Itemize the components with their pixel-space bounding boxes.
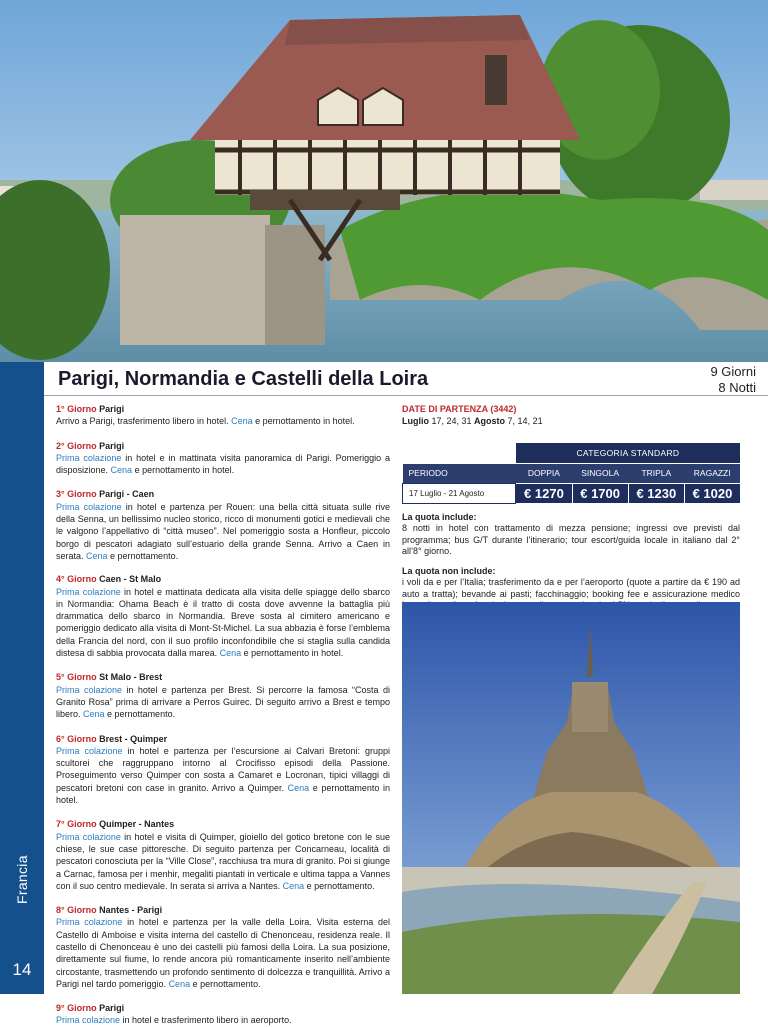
col-header-tripla: TRIPLA	[628, 463, 684, 483]
day-place: Parigi	[99, 404, 125, 414]
day-heading	[56, 488, 390, 500]
day-number: 3° Giorno	[56, 489, 97, 500]
photo-mont-saint-michel	[402, 602, 740, 994]
description-text: in hotel e trasferimento libero in aeroporto.	[120, 1015, 292, 1026]
itinerary-day	[56, 818, 390, 892]
day-number: 6° Giorno	[56, 733, 97, 744]
description-text: e pernottamento in hotel.	[241, 648, 344, 659]
description-text: in hotel e mattinata dedicata alla visita delle spiagge dello sbarco in Normandia: Ohama Beach è il tratto di costa dove avvenne la battaglia più drammatica dello sbarco in Normandia. Breve sosta al cimitero americano e pomeriggio dedicato alla visita di Mont-St-Michel. La sua abbazia è forse l’emblema della Francia del nord, con il suo profilo inconfondibile che si staglia sulla candida distesa di sabbia provocata dalla marea.	[56, 586, 390, 659]
description-text: in hotel e partenza per Brest. Si percorre la famosa “Costa di Granito Rosa” prima di arrivare a Perros Guirec. Di seguito arrivo a Brest e tempo libero.	[56, 684, 390, 720]
day-description	[56, 415, 390, 427]
col-header-singola: SINGOLA	[572, 463, 628, 483]
day-description	[56, 452, 390, 477]
day-place: Quimper - Nantes	[99, 819, 175, 830]
day-description	[56, 745, 390, 806]
price-doppia: € 1270	[516, 483, 572, 503]
day-description	[56, 916, 390, 990]
day-heading	[56, 403, 390, 415]
day-heading	[56, 440, 390, 452]
description-text: e pernottamento.	[190, 978, 261, 989]
highlight-text: Cena	[86, 550, 108, 561]
day-place: Parigi - Caen	[99, 489, 155, 500]
highlight-text: Prima colazione	[56, 831, 121, 842]
included-title: La quota include:	[402, 511, 477, 522]
duration	[710, 364, 756, 396]
price-category: CATEGORIA STANDARD	[516, 443, 740, 463]
title-bar	[44, 362, 768, 396]
price-period: 17 Luglio - 21 Agosto	[403, 483, 516, 503]
description-text: in hotel e partenza per Rouen: una bella città situata sulle rive della Senna, un bellissimo nucleo storico, ricco di monumenti gotici e medievali che le valgono l’appellativo di “città museo”. Nel pomeriggio sosta a Honfleur, piccolo borgo di pescatori adagiato sull’estuario della grande Senna. Arrivo a Caen in serata.	[56, 501, 390, 561]
day-place: Nantes - Parigi	[99, 905, 163, 916]
price-category-row	[403, 443, 741, 463]
day-description	[56, 501, 390, 562]
day-heading	[56, 904, 390, 916]
itinerary-day	[56, 403, 390, 428]
day-heading	[56, 573, 390, 585]
day-number: 2° Giorno	[56, 440, 97, 451]
day-description	[56, 1014, 390, 1026]
highlight-text: Cena	[83, 709, 105, 720]
day-description	[56, 831, 390, 892]
day-place: Caen - St Malo	[99, 574, 162, 585]
duration-days: 9 Giorni	[710, 364, 756, 379]
highlight-text: Cena	[168, 978, 191, 989]
description-text: in hotel e partenza per la valle della Loira. Visita esterna del Castello di Amboise e visita interna del castello di Chenonceau, residenza reale. Il castello di Chenonceau è uno dei castelli più famosi della Loira. La sua posizione, direttamente sul fiume, lo rende ancora più romanticamente inserito nell’ambiente circostante, trasmettendo un profondo sentimento di dolcezza e tranquillità. Arrivo a Parigi nel tardo pomeriggio.	[56, 917, 390, 989]
info-column	[402, 403, 740, 623]
description-text: in hotel e partenza per l’escursione ai Calvari Bretoni: gruppi scultorei che raggruppano intorno al Crocifisso episodi della Passione. Proseguimento verso Quimper con sosta a Camaret e Locronan, tipici villaggi di pescatori bretoni con case in granito. Arrivo a Quimper.	[56, 745, 390, 793]
highlight-text: Prima colazione	[56, 684, 122, 695]
day-heading	[56, 1002, 390, 1014]
description-text: e pernottamento in hotel.	[252, 416, 355, 427]
departure-dates	[402, 415, 740, 427]
highlight-text: Prima colazione	[56, 452, 122, 463]
price-row	[403, 483, 741, 503]
highlight-text: Cena	[282, 880, 305, 891]
included-text: 8 notti in hotel con trattamento di mezza pensione; ingressi ove previsti dal programma; bus G/T durante l’itinerario; tour escort/guida locale in italiano dal 2° all’8° giorno.	[402, 523, 740, 556]
day-description	[56, 684, 390, 721]
price-header-row	[403, 463, 741, 483]
departure-dates-1: 17, 24, 31	[429, 416, 475, 426]
day-number: 4° Giorno	[56, 574, 97, 585]
highlight-text: Prima colazione	[56, 917, 123, 928]
day-description	[56, 586, 390, 660]
day-place: Brest - Quimper	[99, 733, 168, 744]
description-text: e pernottamento.	[104, 709, 176, 720]
day-place: St Malo - Brest	[99, 672, 163, 683]
departure-month-2: Agosto	[474, 416, 506, 426]
description-text: in hotel e visita di Quimper, gioiello del gotico bretone con le sue chiese, le sue case pittoresche. Di seguito partenza per Concarneau, località di pescatori conosciuta per la “Ville Close”, racchiusa tra mura di granito. Poi si giunge a Carnac, famosa per i menhir, megaliti piantati in verticale e ultima tappa a Vannes con il suo centro medievale. In serata si arriva a Nantes.	[56, 831, 391, 891]
itinerary-day	[56, 1002, 390, 1027]
day-number: 9° Giorno	[56, 1003, 97, 1014]
included-note	[402, 512, 740, 558]
day-heading	[56, 733, 390, 745]
day-heading	[56, 671, 390, 683]
description-text: Arrivo a Parigi, trasferimento libero in hotel.	[56, 416, 232, 427]
day-place: Parigi	[99, 1003, 125, 1014]
excluded-title: La quota non include:	[402, 565, 496, 576]
highlight-text: Prima colazione	[56, 586, 121, 597]
price-singola: € 1700	[572, 483, 628, 503]
excluded-text: i voli da e per l’Italia; trasferimento da e per l’aeroporto (quote a partire da € 190 ad auto a tratta); bevande ai pasti; facchinaggio; booking fee e assicurazione medico	[402, 577, 740, 599]
itinerary-day	[56, 733, 390, 807]
day-number: 1° Giorno	[56, 404, 97, 414]
tour-title: Parigi, Normandia e Castelli della Loira	[58, 368, 429, 390]
country-label: Francia	[14, 855, 30, 905]
highlight-text: Cena	[287, 782, 310, 793]
departures-title: DATE DI PARTENZA (3442)	[402, 404, 517, 414]
highlight-text: Prima colazione	[56, 745, 123, 756]
description-text: e pernottamento.	[107, 550, 179, 561]
period-header: PERIODO	[403, 463, 516, 483]
departure-dates-2: 7, 14, 21	[505, 416, 543, 426]
col-header-ragazzi: RAGAZZI	[684, 463, 740, 483]
day-number: 7° Giorno	[56, 819, 97, 830]
itinerary	[56, 403, 390, 1027]
blank-cell	[403, 443, 516, 463]
price-tripla: € 1230	[628, 483, 684, 503]
itinerary-day	[56, 671, 390, 720]
day-heading	[56, 818, 390, 830]
duration-nights: 8 Notti	[718, 380, 756, 395]
highlight-text: Cena	[231, 416, 253, 427]
day-place: Parigi	[99, 440, 125, 451]
highlight-text: Prima colazione	[56, 1015, 121, 1026]
price-table	[402, 443, 740, 504]
description-text: e pernottamento.	[304, 880, 375, 891]
itinerary-day	[56, 573, 390, 659]
highlight-text: Cena	[110, 465, 133, 476]
page-number: 14	[12, 960, 32, 979]
itinerary-day	[56, 904, 390, 990]
hero-photo-mill	[0, 0, 768, 362]
itinerary-day	[56, 440, 390, 477]
departure-month-1: Luglio	[402, 416, 429, 426]
description-text: in hotel e in mattinata visita panoramica di Parigi. Pomeriggio a disposizione.	[56, 452, 390, 476]
highlight-text: Cena	[219, 648, 242, 659]
day-number: 5° Giorno	[56, 672, 97, 683]
price-ragazzi: € 1020	[684, 483, 740, 503]
col-header-doppia: DOPPIA	[516, 463, 572, 483]
highlight-text: Prima colazione	[56, 501, 122, 512]
description-text: e pernottamento in hotel.	[132, 465, 235, 476]
day-number: 8° Giorno	[56, 905, 97, 916]
description-text: e pernottamento in hotel.	[56, 782, 390, 806]
itinerary-day	[56, 488, 390, 562]
